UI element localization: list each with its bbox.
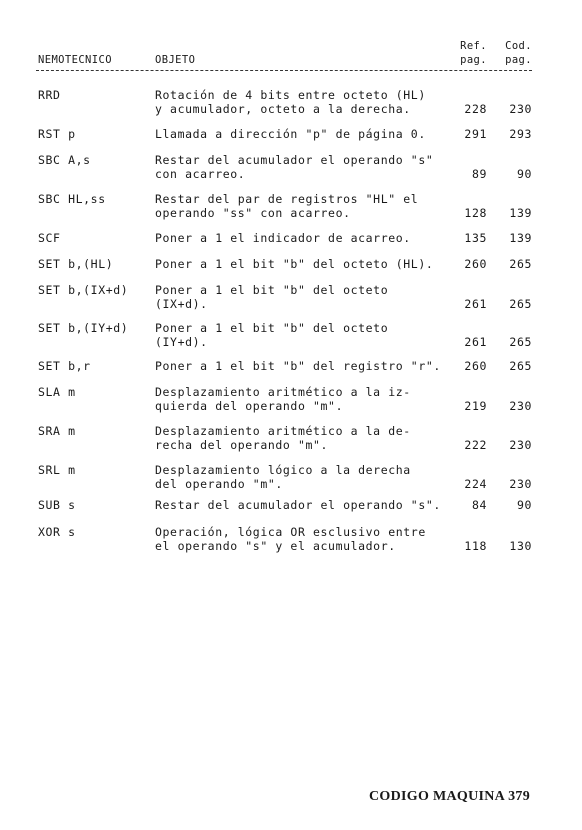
row-description [155, 359, 441, 373]
row-description [155, 424, 411, 452]
row-ref-page: 219 [464, 399, 487, 413]
description-line: y acumulador, octeto a la derecha. [155, 102, 411, 116]
row-cod-page: 230 [509, 399, 532, 413]
description-line: Poner a 1 el bit "b" del registro "r". [155, 359, 441, 373]
row-mnemonic: SCF [38, 231, 61, 245]
row-mnemonic: SUB s [38, 498, 76, 512]
row-cod-page: 90 [516, 167, 532, 181]
row-mnemonic: SET b,(IY+d) [38, 321, 129, 335]
description-line: del operando "m". [155, 477, 283, 491]
row-cod-page: 90 [516, 498, 532, 512]
row-cod-page: 265 [509, 257, 532, 271]
row-description [155, 525, 426, 553]
description-line: Llamada a dirección "p" de página 0. [155, 127, 426, 141]
description-line: Restar del par de registros "HL" el [155, 192, 419, 206]
description-line: recha del operando "m". [155, 438, 329, 452]
description-line: Rotación de 4 bits entre octeto (HL) [155, 88, 426, 102]
description-line: operando "ss" con acarreo. [155, 206, 351, 220]
row-mnemonic: SET b,r [38, 359, 91, 373]
description-line: Poner a 1 el bit "b" del octeto [155, 321, 389, 335]
row-cod-page: 139 [509, 231, 532, 245]
row-description [155, 257, 433, 271]
row-description [155, 127, 426, 141]
header-mnemonic: NEMOTECNICO [38, 54, 112, 66]
row-ref-page: 224 [464, 477, 487, 491]
row-ref-page: 89 [471, 167, 487, 181]
row-ref-page: 261 [464, 297, 487, 311]
row-description [155, 153, 433, 181]
footer-page-number: 379 [508, 789, 530, 804]
row-mnemonic: SBC HL,ss [38, 192, 106, 206]
row-description [155, 231, 411, 245]
row-cod-page: 230 [509, 477, 532, 491]
row-mnemonic: XOR s [38, 525, 76, 539]
row-ref-page: 261 [464, 335, 487, 349]
row-cod-page: 230 [509, 102, 532, 116]
row-cod-page: 130 [509, 539, 532, 553]
header-cod-line1: Cod. [505, 40, 532, 52]
description-line: el operando "s" y el acumulador. [155, 539, 396, 553]
row-ref-page: 260 [464, 257, 487, 271]
row-mnemonic: SLA m [38, 385, 76, 399]
description-line: quierda del operando "m". [155, 399, 344, 413]
header-ref-line1: Ref. [460, 40, 487, 52]
description-line: (IY+d). [155, 335, 208, 349]
description-line: Operación, lógica OR esclusivo entre [155, 525, 426, 539]
description-line: Desplazamiento aritmético a la de- [155, 424, 411, 438]
description-line: Restar del acumulador el operando "s" [155, 153, 434, 167]
row-ref-page: 260 [464, 359, 487, 373]
header-cod-line2: pag. [505, 54, 532, 66]
description-line: Poner a 1 el indicador de acarreo. [155, 231, 411, 245]
description-line: Restar del acumulador el operando "s". [155, 498, 441, 512]
description-line: Desplazamiento lógico a la derecha [155, 463, 411, 477]
row-cod-page: 265 [509, 335, 532, 349]
row-mnemonic: SBC A,s [38, 153, 91, 167]
row-cod-page: 265 [509, 359, 532, 373]
row-ref-page: 291 [464, 127, 487, 141]
row-description [155, 498, 441, 512]
row-cod-page: 293 [509, 127, 532, 141]
footer-title: CODIGO MAQUINA [369, 789, 505, 804]
row-mnemonic: RRD [38, 88, 61, 102]
description-line: Poner a 1 el bit "b" del octeto [155, 283, 389, 297]
row-description [155, 385, 411, 413]
row-mnemonic: SET b,(IX+d) [38, 283, 129, 297]
row-description [155, 88, 426, 116]
row-cod-page: 139 [509, 206, 532, 220]
row-description [155, 321, 388, 349]
header-ref-line2: pag. [460, 54, 487, 66]
row-ref-page: 118 [464, 539, 487, 553]
row-description [155, 283, 388, 311]
row-ref-page: 222 [464, 438, 487, 452]
header-object: OBJETO [155, 54, 196, 66]
description-line: con acarreo. [155, 167, 246, 181]
row-description [155, 192, 418, 220]
page-footer [369, 789, 530, 805]
header-divider [36, 70, 532, 71]
row-mnemonic: SRA m [38, 424, 76, 438]
row-cod-page: 230 [509, 438, 532, 452]
row-ref-page: 135 [464, 231, 487, 245]
description-line: (IX+d). [155, 297, 208, 311]
description-line: Poner a 1 el bit "b" del octeto (HL). [155, 257, 434, 271]
row-cod-page: 265 [509, 297, 532, 311]
row-ref-page: 228 [464, 102, 487, 116]
row-ref-page: 128 [464, 206, 487, 220]
row-mnemonic: RST p [38, 127, 76, 141]
description-line: Desplazamiento aritmético a la iz- [155, 385, 411, 399]
row-description [155, 463, 411, 491]
row-mnemonic: SET b,(HL) [38, 257, 114, 271]
row-ref-page: 84 [471, 498, 487, 512]
row-mnemonic: SRL m [38, 463, 76, 477]
